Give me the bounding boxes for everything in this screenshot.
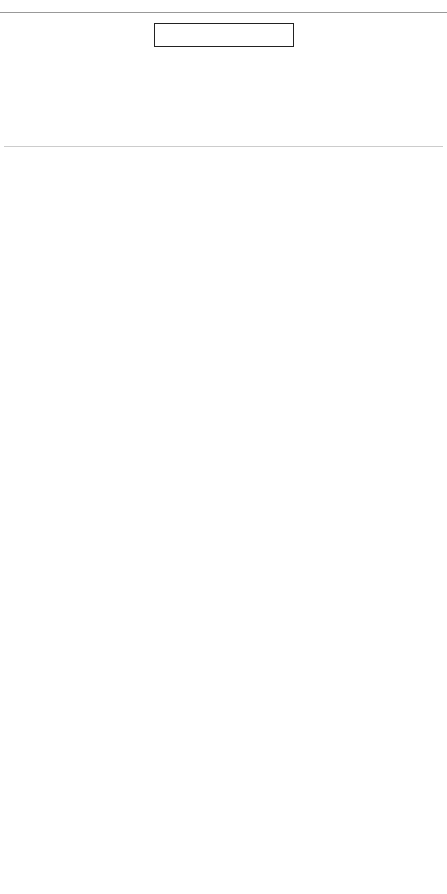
subheading (4, 130, 443, 147)
paragraph (4, 205, 443, 219)
article-body (0, 51, 447, 219)
headline (154, 23, 294, 47)
paragraph (4, 111, 443, 125)
paragraph (4, 57, 443, 71)
paragraph (4, 151, 443, 165)
paragraph (4, 187, 443, 201)
paragraph (4, 93, 443, 107)
paragraph (4, 169, 443, 183)
byline (0, 0, 447, 13)
paragraph (4, 75, 443, 89)
headline-row (0, 23, 447, 51)
